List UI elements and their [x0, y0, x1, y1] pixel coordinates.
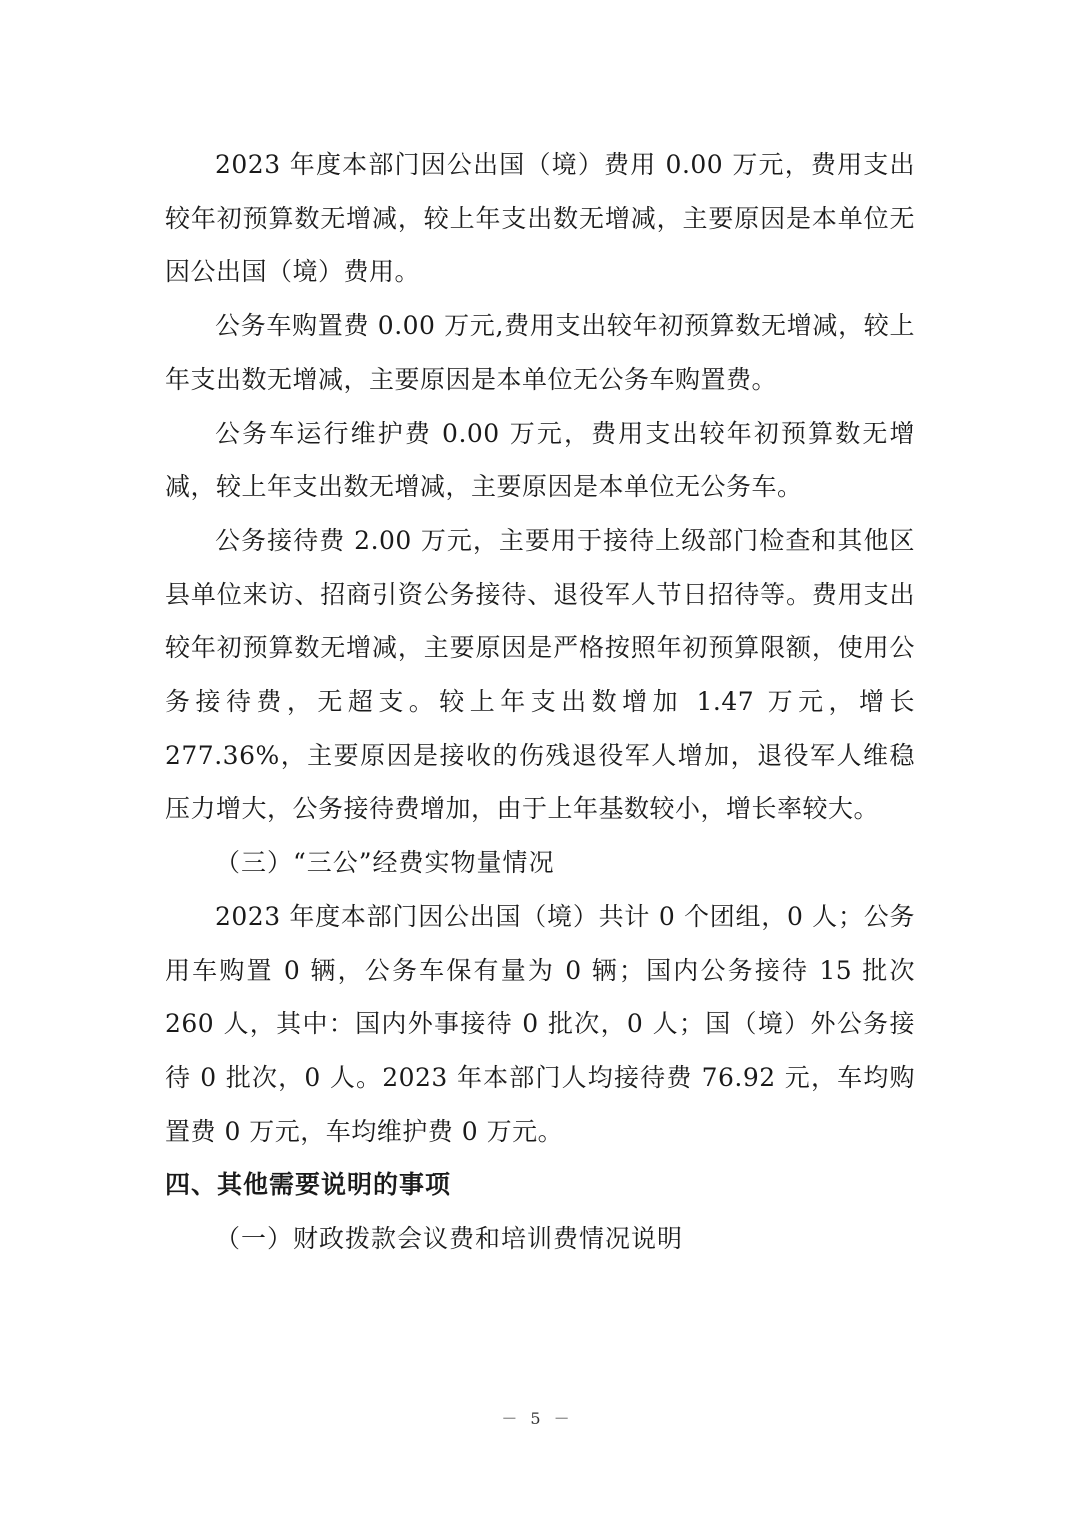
paragraph-vehicle-purchase: 公务车购置费 0.00 万元,费用支出较年初预算数无增减，较上年支出数无增减，主要原因是本单位无公务车购置费。: [165, 311, 915, 394]
paragraph-reception: 公务接待费 2.00 万元，主要用于接待上级部门检查和其他区县单位来访、招商引资公务接待、退役军人节日招待等。费用支出较年初预算数无增减，主要原因是严格按照年初预算限额，使用公务接待费，无超支。较上年支出数增加 1.47 万元，增长 277.36%，主要原因是接收的伤残退役军人增加，退役军人维稳压力增大，公务接待费增加，由于上年基数较小，增长率较大。: [165, 525, 915, 824]
document-body: [165, 138, 915, 1266]
heading-other-matters: 四、其他需要说明的事项: [165, 1170, 452, 1200]
section-four-one-title: （一）财政拨款会议费和培训费情况说明: [215, 1224, 684, 1254]
paragraph-vehicle-maintenance: 公务车运行维护费 0.00 万元，费用支出较年初预算数无增减，较上年支出数无增减，主要原因是本单位无公务车。: [165, 418, 915, 502]
paragraph-physical-quantity: 2023 年度本部门因公出国（境）共计 0 个团组，0 人；公务用车购置 0 辆，公务车保有量为 0 辆；国内公务接待 15 批次 260 人，其中：国内外事接待 0 批次，0 人；国（境）外公务接待 0 批次，0 人。2023 年本部门人均接待费 76.92 元，车均购置费 0 万元，车均维护费 0 万元。: [165, 901, 915, 1146]
paragraph-overseas-travel: 2023 年度本部门因公出国（境）费用 0.00 万元，费用支出较年初预算数无增减，较上年支出数无增减，主要原因是本单位无因公出国（境）费用。: [165, 150, 915, 287]
section-three-title: （三）“三公”经费实物量情况: [215, 848, 555, 878]
page-number: － 5 －: [501, 1409, 574, 1428]
